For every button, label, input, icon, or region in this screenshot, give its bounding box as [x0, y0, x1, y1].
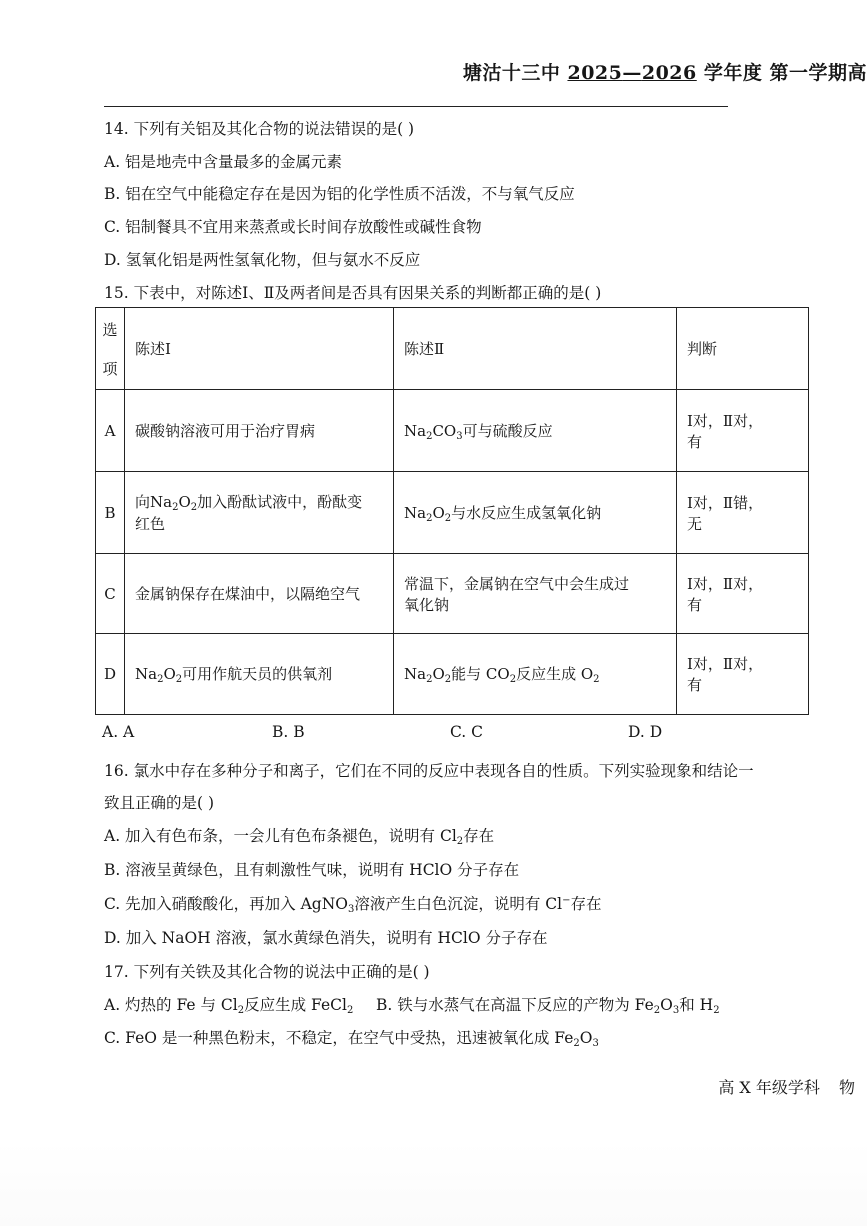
q17-stem: 17. 下列有关铁及其化合物的说法中正确的是( ) — [104, 963, 430, 981]
q16-stem-line2: 致且正确的是( ) — [104, 794, 215, 812]
row-option: B — [96, 472, 125, 554]
q16-option-c: C. 先加入硝酸酸化，再加入 AgNO$_3$溶液产生白色沉淀，说明有 Cl−存在 — [104, 895, 602, 915]
row-judgement: Ⅰ对，Ⅱ对， 有 — [677, 634, 809, 715]
q17-option-b: B. 铁与水蒸气在高温下反应的产物为 $Fe_2O_3$和 $H_2$ — [376, 996, 720, 1016]
q14-option-d: D. 氢氧化铝是两性氢氧化物，但与氨水不反应 — [104, 251, 421, 269]
q15-answer-a: A. A — [102, 723, 135, 741]
row-statement-2: $Na_2CO_3$可与硫酸反应 — [394, 390, 677, 472]
q17-option-a: A. 灼热的 Fe 与 $Cl_2$反应生成 FeCl$_2$ — [104, 996, 354, 1016]
row-statement-1: 向$Na_2O_2$加入酚酞试液中，酚酞变 红色 — [125, 472, 394, 554]
table-row — [96, 472, 809, 554]
q14-option-b: B. 铝在空气中能稳定存在是因为铝的化学性质不活泼，不与氧气反应 — [104, 185, 575, 203]
table-row — [96, 554, 809, 634]
header-statement-2: 陈述Ⅱ — [394, 308, 677, 390]
grade-subject: 高 X 年级学科 — [718, 1078, 820, 1097]
table-header-row — [96, 308, 809, 390]
row-option: C — [96, 554, 125, 634]
q15-answer-d: D. D — [628, 723, 663, 741]
q15-table — [95, 307, 809, 715]
header-statement-1: 陈述Ⅰ — [125, 308, 394, 390]
row-judgement: Ⅰ对，Ⅱ对， 有 — [677, 390, 809, 472]
header-option: 选 项 — [96, 308, 125, 390]
table-row — [96, 390, 809, 472]
row-statement-1: 金属钠保存在煤油中，以隔绝空气 — [125, 554, 394, 634]
page-footer — [718, 1075, 855, 1098]
q15-answer-b: B. B — [272, 723, 305, 741]
row-statement-2: $Na_2O_2$与水反应生成氢氧化钠 — [394, 472, 677, 554]
term-label: 学年度 第一学期高 — [703, 62, 867, 84]
q17-option-c: C. FeO 是一种黑色粉末，不稳定，在空气中受热，迅速被氧化成 $Fe_2O_3$ — [104, 1029, 599, 1049]
row-option: D — [96, 634, 125, 715]
page-header — [463, 58, 867, 85]
q16-option-b: B. 溶液呈黄绿色，且有刺激性气味，说明有 HClO 分子存在 — [104, 861, 520, 879]
header-rule — [104, 106, 728, 107]
year-range: 2025—2026 — [567, 62, 697, 84]
row-judgement: Ⅰ对，Ⅱ错， 无 — [677, 472, 809, 554]
q16-option-a: A. 加入有色布条，一会儿有色布条褪色，说明有 $Cl_2$存在 — [104, 827, 495, 847]
row-statement-1: 碳酸钠溶液可用于治疗胃病 — [125, 390, 394, 472]
q14-option-c: C. 铝制餐具不宜用来蒸煮或长时间存放酸性或碱性食物 — [104, 218, 482, 236]
row-judgement: Ⅰ对，Ⅱ对， 有 — [677, 554, 809, 634]
q16-stem-line1: 16. 氯水中存在多种分子和离子，它们在不同的反应中表现各自的性质。下列实验现象和结论一 — [104, 762, 754, 780]
q14-stem: 14. 下列有关铝及其化合物的说法错误的是( ) — [104, 120, 415, 138]
row-statement-2: 常温下，金属钠在空气中会生成过 氧化钠 — [394, 554, 677, 634]
q15-answer-c: C. C — [450, 723, 484, 741]
row-statement-2: $Na_2O_2$能与 $CO_2$反应生成 $O_2$ — [394, 634, 677, 715]
q14-option-a: A. 铝是地壳中含量最多的金属元素 — [104, 153, 343, 171]
q16-option-d: D. 加入 NaOH 溶液，氯水黄绿色消失，说明有 HClO 分子存在 — [104, 929, 548, 947]
row-option: A — [96, 390, 125, 472]
page-bottom-margin — [0, 1140, 867, 1226]
footer-mark: 物 — [838, 1078, 855, 1097]
row-statement-1: $Na_2O_2$可用作航天员的供氧剂 — [125, 634, 394, 715]
school-name: 塘沽十三中 — [462, 62, 561, 84]
q15-stem: 15. 下表中，对陈述Ⅰ、Ⅱ及两者间是否具有因果关系的判断都正确的是( ) — [104, 284, 602, 302]
table-row — [96, 634, 809, 715]
header-judgement: 判断 — [677, 308, 809, 390]
